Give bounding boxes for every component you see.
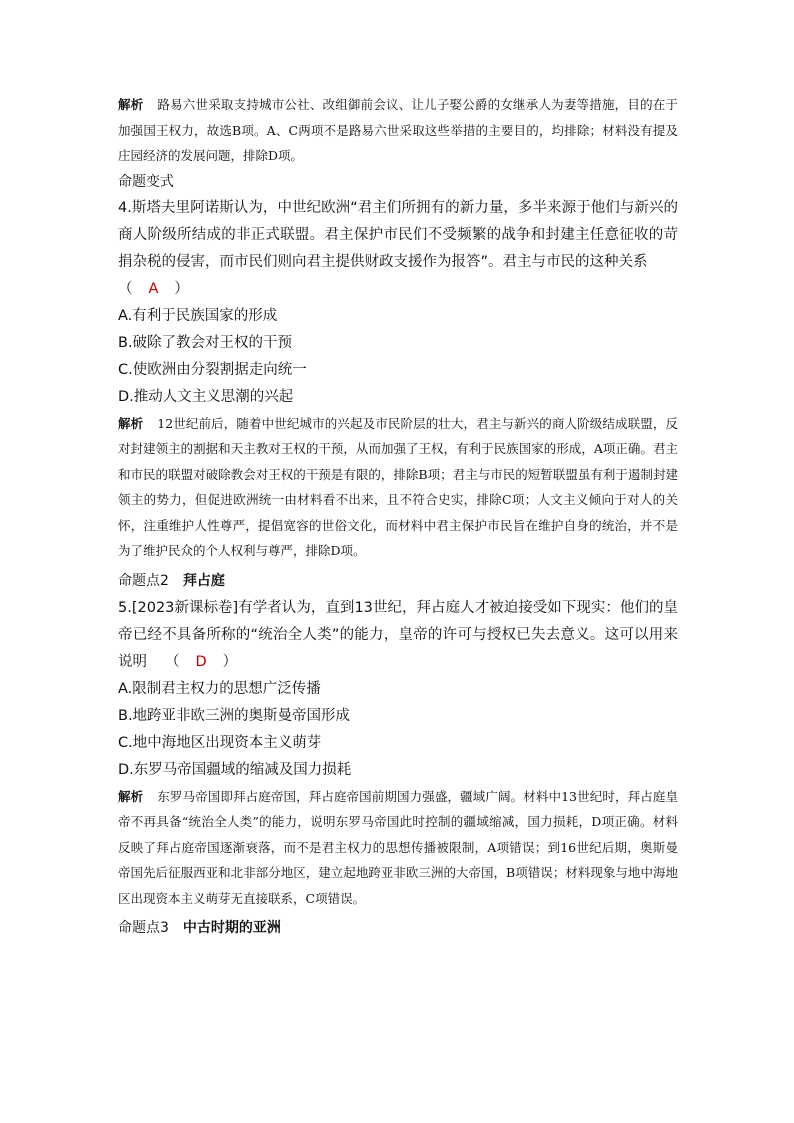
variant-title: 命题变式 — [118, 173, 174, 190]
answer-paren-open: （ — [165, 653, 180, 670]
point-name: 中古时期的亚洲 — [182, 920, 281, 936]
option-a: A.有利于民族国家的形成 — [118, 307, 278, 324]
explanation-text: 东罗马帝国即拜占庭帝国，拜占庭帝国前期国力强盛，疆域广阔。材料中13世纪时，拜占庭皇帝不再具备“统治全人类”的能力，说明东罗马帝国此时控制的疆域缩减，国力损耗，D项正确。材料反映了拜占庭帝国逐渐衰落，而不是君主权力的思想传播被限制，A项错误；到16世纪后期，奥斯曼帝国先后征服西亚和北非部分地区，建立起地跨亚非欧三洲的大帝国，B项错误；材料现象与地中海地区出现资本主义萌芽无直接联系，C项错误。 — [118, 788, 678, 906]
explanation-tag: 解析 — [118, 415, 144, 431]
question-stem — [118, 195, 678, 303]
point-label: 命题点3 — [118, 920, 169, 936]
question-stem-text: 4.斯塔夫里阿诺斯认为，中世纪欧洲“君主们所拥有的新力量，多半来源于他们与新兴的商人阶级所结成的非正式联盟。君主保护市民们不受频繁的战争和封建主任意征收的苛捐杂税的侵害，而市民们则向君主提供财政支援作为报答”。君主与市民的这种关系 — [118, 199, 678, 270]
question-4 — [118, 195, 678, 411]
explanation-tag: 解析 — [118, 788, 144, 804]
option-c: C.使欧洲由分裂割据走向统一 — [118, 361, 307, 378]
proposition-point-heading — [118, 568, 678, 595]
question-stem-text: 5.[2023新课标卷]有学者认为，直到13世纪，拜占庭人才被迫接受如下现实：他们的皇帝已经不具备所称的“统治全人类”的能力，皇帝的许可与授权已失去意义。这可以用来说明 — [118, 599, 678, 670]
answer-paren-open: （ — [118, 280, 133, 297]
explanation-block — [118, 784, 678, 912]
explanation-text: 12世纪前后，随着中世纪城市的兴起及市民阶层的壮大，君主与新兴的商人阶级结成联盟，反对封建领主的割据和天主教对王权的干预，从而加强了王权，有利于民族国家的形成，A项正确。君主和市民的联盟对破除教会对王权的干预是有限的，排除B项；君主与市民的短暂联盟虽有利于遏制封建领主的势力，但促进欧洲统一由材料看不出来，且不符合史实，排除C项；人文主义倾向于对人的关怀，注重维护人性尊严，提倡宽容的世俗文化，而材料中君主保护市民旨在维护自身的统治，并不是为了维护民众的个人权利与尊严，排除D项。 — [118, 415, 678, 558]
option-c: C.地中海地区出现资本主义萌芽 — [118, 734, 322, 751]
answer-paren-close: ） — [174, 280, 189, 297]
answer-paren-close: ） — [222, 653, 238, 670]
proposition-point-heading — [118, 915, 678, 942]
explanation-block — [118, 92, 678, 169]
option-b: B.地跨亚非欧三洲的奥斯曼帝国形成 — [118, 707, 351, 724]
point-label: 命题点2 — [118, 572, 169, 589]
option-d: D.东罗马帝国疆域的缩减及国力损耗 — [118, 761, 352, 778]
point-name: 拜占庭 — [182, 572, 225, 589]
explanation-text: 路易六世采取支持城市公社、改组御前会议、让儿子娶公爵的女继承人为妻等措施，目的在于加强国王权力，故选B项。A、C两项不是路易六世采取这些举措的主要目的，均排除；材料没有提及庄园经济的发展问题，排除D项。 — [118, 97, 678, 163]
answer-letter: D — [195, 653, 207, 670]
option-b: B.破除了教会对王权的干预 — [118, 334, 293, 351]
explanation-block — [118, 411, 678, 564]
explanation-tag: 解析 — [118, 97, 144, 112]
answer-letter: A — [148, 280, 159, 297]
option-d: D.推动人文主义思潮的兴起 — [118, 388, 294, 405]
option-a: A.限制君主权力的思想广泛传播 — [118, 680, 321, 697]
question-stem — [118, 595, 678, 676]
document-page — [118, 92, 678, 942]
question-5 — [118, 595, 678, 784]
